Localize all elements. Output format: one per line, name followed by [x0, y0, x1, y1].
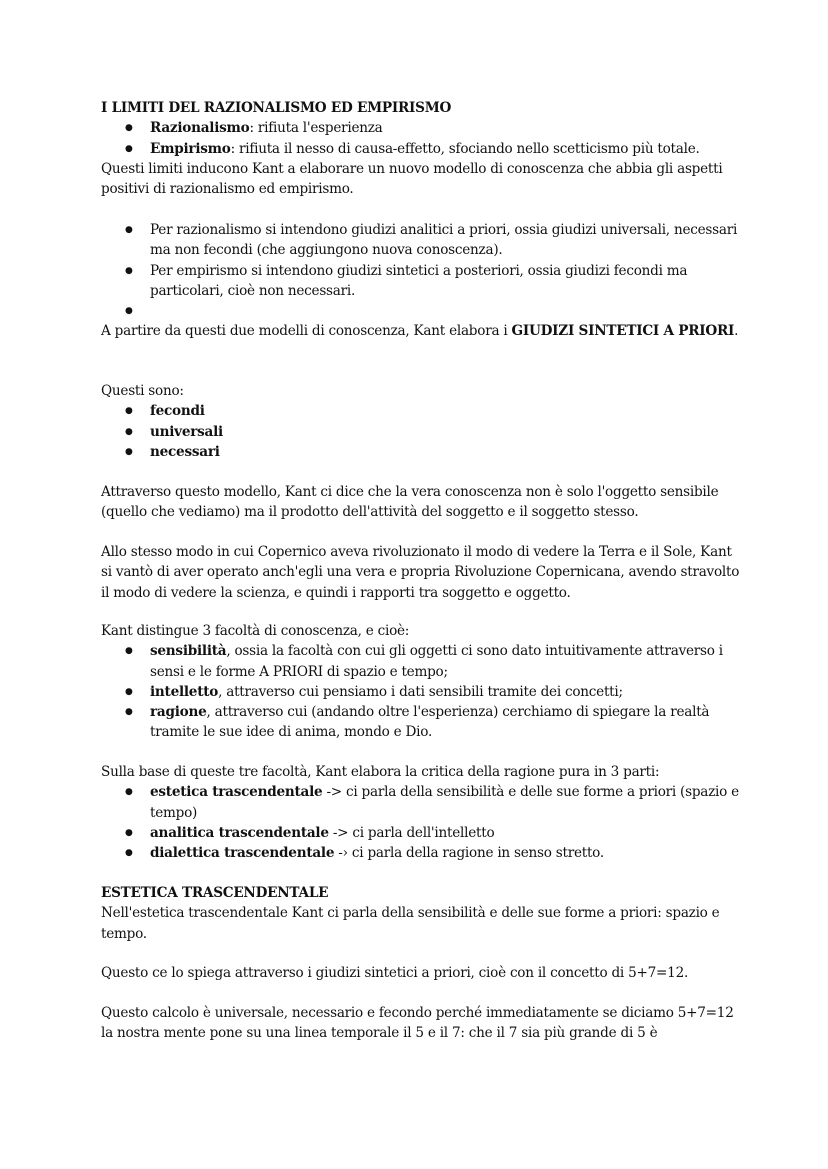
list-item [101, 782, 741, 823]
paragraph [101, 321, 741, 341]
desc: , attraverso cui (andando oltre l'esperienza) cerchiamo di spiegare la realtà tramite le sue idee di anima, mondo e Dio. [150, 704, 710, 741]
paragraph: Attraverso questo modello, Kant ci dice che la vera conoscenza non è solo l'oggetto sensibile (quello che vediamo) ma il prodotto dell'attività del soggetto e il soggetto stesso. [101, 484, 719, 521]
term: estetica trascendentale [150, 784, 323, 801]
list-item: ● Per empirismo si intendono giudizi sintetici a posteriori, ossia giudizi fecondi ma particolari, cioè non necessari. [101, 261, 741, 302]
paragraph: Sulla base di queste tre facoltà, Kant elabora la critica della ragione pura in 3 parti: [101, 764, 660, 780]
definitions [101, 220, 741, 342]
properties [101, 381, 741, 462]
paragraph: Allo stesso modo in cui Copernico aveva rivoluzionato il modo di vedere la Terra e il Sole, Kant si vantò di aver operato anch'egli una vera e propria Rivoluzione Copernicana, avendo stravolto il modo di vedere la scienza, e quindi i rapporti tra soggetto e oggetto. [101, 544, 740, 601]
list-item: ● Per razionalismo si intendono giudizi analitici a priori, ossia giudizi universali, necessari ma non fecondi (che aggiungono nuova conoscenza). [101, 220, 741, 261]
paragraph: Questi sono: [101, 383, 184, 399]
desc: -› ci parla della ragione in senso stretto. [334, 845, 604, 862]
list-item [101, 442, 741, 462]
list-item [101, 682, 741, 702]
heading-limits [101, 98, 741, 118]
critique-parts [101, 762, 741, 863]
heading-text: I LIMITI DEL RAZIONALISMO ED EMPIRISMO [101, 100, 452, 116]
desc: , attraverso cui pensiamo i dati sensibili tramite dei concetti; [218, 683, 623, 700]
paragraph: Questi limiti inducono Kant a elaborare un nuovo modello di conoscenza che abbia gli aspetti positivi di razionalismo ed empirismo. [101, 160, 723, 198]
list-item [101, 422, 741, 442]
desc: -> ci parla dell'intelletto [328, 824, 495, 841]
term: analitica trascendentale [150, 824, 329, 841]
term: necessari [150, 443, 220, 460]
term: universali [150, 423, 223, 440]
faculties-list [101, 641, 741, 742]
text: . [734, 323, 739, 340]
paragraph: Nell'estetica trascendentale Kant ci parla della sensibilità e delle sue forme a priori: spazio e tempo. [101, 905, 720, 942]
list-item [101, 401, 741, 421]
parts-list [101, 782, 741, 863]
heading-estetica [101, 883, 741, 903]
paragraph: Questo ce lo spiega attraverso i giudizi sintetici a priori, cioè con il concetto di 5+7=12. [101, 965, 689, 981]
heading-text: ESTETICA TRASCENDENTALE [101, 885, 329, 901]
desc: , ossia la facoltà con cui gli oggetti ci sono dato intuitivamente attraverso i sensi e le forme A PRIORI di spazio e tempo; [150, 643, 723, 680]
properties-list [101, 401, 741, 462]
list-item [101, 823, 741, 843]
term: Razionalismo [150, 120, 250, 137]
definitions-list [101, 220, 741, 321]
term: Empirismo [150, 140, 231, 157]
desc: : rifiuta l'esperienza [249, 120, 383, 137]
list-item [101, 843, 741, 863]
paragraph: Kant distingue 3 facoltà di conoscenza, e cioè: [101, 623, 410, 639]
list-item [101, 702, 741, 743]
desc: : rifiuta il nesso di causa-effetto, sfociando nello scetticismo più totale. [230, 140, 700, 157]
term: fecondi [150, 403, 205, 420]
bold-text: GIUDIZI SINTETICI A PRIORI [511, 323, 735, 340]
faculties [101, 621, 741, 743]
list-item [101, 118, 741, 138]
list-item-empty [101, 301, 741, 321]
list-item [101, 641, 741, 682]
term: sensibilità [150, 643, 227, 660]
list-item [101, 139, 741, 159]
term: ragione [150, 704, 207, 721]
section-limits [101, 98, 741, 199]
limits-list [101, 118, 741, 159]
section-estetica [101, 883, 741, 944]
text: A partire da questi due modelli di conoscenza, Kant elabora i [101, 323, 512, 340]
term: intelletto [150, 683, 219, 700]
desc: -> ci parla della sensibilità e delle sue forme a priori (spazio e tempo) [150, 784, 739, 821]
paragraph: Questo calcolo è universale, necessario e fecondo perché immediatamente se diciamo 5+7=12 la nostra mente pone su una linea temporale il 5 e il 7: che il 7 sia più grande di 5 è [101, 1005, 734, 1042]
term: dialettica trascendentale [150, 845, 335, 862]
